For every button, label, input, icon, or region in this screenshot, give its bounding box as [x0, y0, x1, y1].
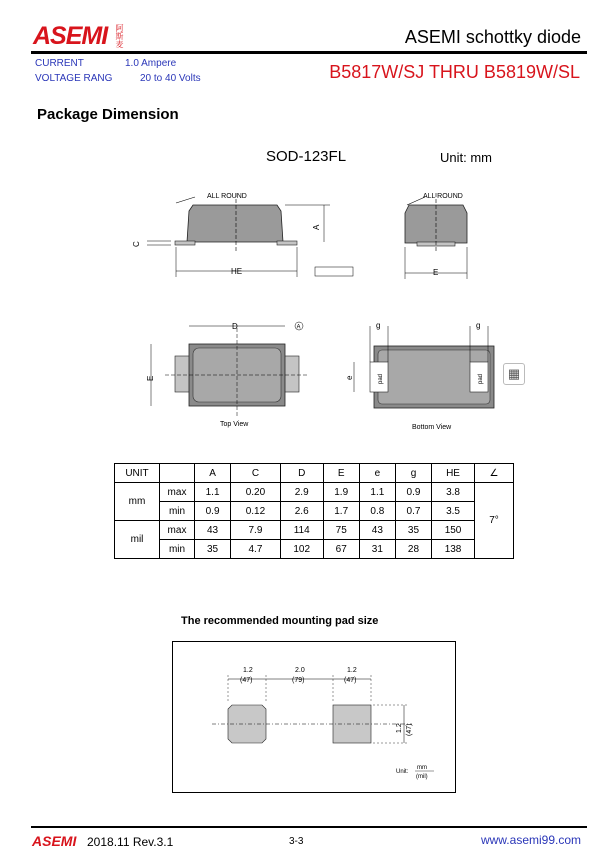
- value-cell: 102: [280, 540, 323, 559]
- header-rule: [31, 51, 587, 54]
- table-row: [115, 521, 514, 540]
- bottom-view-caption: Bottom View: [412, 424, 452, 431]
- package-name: SOD-123FL: [266, 148, 347, 165]
- kind-cell: max: [160, 521, 195, 540]
- table-header: A: [195, 464, 231, 483]
- dim-d-label: D: [232, 322, 238, 331]
- value-cell: 0.9: [195, 502, 231, 521]
- dim-g-label-left: g: [376, 321, 381, 330]
- datum-a-label: A: [296, 324, 301, 331]
- table-header: D: [280, 464, 323, 483]
- value-cell: 3.5: [432, 502, 475, 521]
- table-row: [115, 483, 514, 502]
- pad-label-left: pad: [378, 373, 384, 384]
- value-cell: 43: [359, 521, 395, 540]
- value-cell: 35: [395, 521, 431, 540]
- value-cell: 0.8: [359, 502, 395, 521]
- value-cell: 31: [359, 540, 395, 559]
- value-cell: 1.7: [323, 502, 359, 521]
- dim-e-label: E: [433, 268, 439, 277]
- table-header: [160, 464, 195, 483]
- table-header: e: [359, 464, 395, 483]
- table-header: HE: [432, 464, 475, 483]
- grid-icon[interactable]: ▦: [503, 363, 525, 385]
- table-row: [115, 502, 514, 521]
- pad-label-right: pad: [478, 373, 484, 384]
- value-cell: 114: [280, 521, 323, 540]
- pad-unit-num: mm: [417, 765, 427, 771]
- value-cell: 4.7: [231, 540, 281, 559]
- part-range-title: B5817W/SJ THRU B5819W/SL: [329, 62, 580, 82]
- footer-page-number: 3-3: [289, 836, 304, 847]
- value-cell: 1.9: [323, 483, 359, 502]
- value-cell: 2.6: [280, 502, 323, 521]
- value-cell: 0.9: [395, 483, 431, 502]
- top-view-caption: Top View: [220, 421, 249, 428]
- table-header-row: [115, 464, 514, 483]
- value-cell: 35: [195, 540, 231, 559]
- dim-e-small-label: e: [345, 375, 354, 380]
- pad-dim4-mil: (47): [406, 723, 413, 736]
- section-title: Package Dimension: [37, 106, 179, 123]
- dim-g-label-right: g: [476, 321, 481, 330]
- footer-logo: ASEMI: [32, 833, 77, 849]
- current-label: CURRENT: [35, 58, 84, 69]
- value-cell: 138: [432, 540, 475, 559]
- document-title: ASEMI schottky diode: [404, 27, 581, 47]
- value-cell: 67: [323, 540, 359, 559]
- value-cell: 1.1: [195, 483, 231, 502]
- value-cell: 1.1: [359, 483, 395, 502]
- table-header: ∠: [475, 464, 514, 483]
- table-header: E: [323, 464, 359, 483]
- pad-dim1-mm: 1.2: [243, 667, 253, 674]
- value-cell: 150: [432, 521, 475, 540]
- table-header: g: [395, 464, 431, 483]
- value-cell: 0.12: [231, 502, 281, 521]
- dimension-table: [114, 463, 514, 559]
- unit-cell: mil: [115, 521, 160, 559]
- dim-c-label: C: [132, 241, 141, 247]
- pad-unit-den: (mil): [416, 774, 428, 780]
- value-cell: 28: [395, 540, 431, 559]
- pad-dim3-mil: (47): [344, 677, 357, 684]
- table-header: C: [231, 464, 281, 483]
- value-cell: 7.9: [231, 521, 281, 540]
- pad-dim2-mil: (79): [292, 677, 305, 684]
- pad-dim3-mm: 1.2: [347, 667, 357, 674]
- pad-dim2-mm: 2.0: [295, 667, 305, 674]
- table-header: UNIT: [115, 464, 160, 483]
- kind-cell: min: [160, 502, 195, 521]
- angle-cell: 7°: [475, 483, 514, 559]
- value-cell: 0.20: [231, 483, 281, 502]
- value-cell: 43: [195, 521, 231, 540]
- kind-cell: max: [160, 483, 195, 502]
- all-round-label: ALL ROUND: [207, 193, 247, 200]
- dim-a-label: A: [312, 224, 321, 230]
- dim-he-label: HE: [231, 267, 243, 276]
- table-row: [115, 540, 514, 559]
- footer-revision: 2018.11 Rev.3.1: [87, 835, 174, 849]
- top-view-drawing: [145, 318, 320, 433]
- value-cell: 75: [323, 521, 359, 540]
- mounting-title: The recommended mounting pad size: [181, 615, 379, 627]
- kind-cell: min: [160, 540, 195, 559]
- all-round-label-end: ALL ROUND: [423, 193, 463, 200]
- pad-dim4-mm: 1.2: [396, 723, 403, 733]
- bottom-view-drawing: [340, 318, 530, 436]
- value-cell: 3.8: [432, 483, 475, 502]
- mounting-pad-drawing: [172, 641, 456, 793]
- pad-unit-label: Unit:: [396, 769, 409, 775]
- brand-logo: ASEMI: [33, 22, 108, 50]
- value-cell: 0.7: [395, 502, 431, 521]
- brand-logo-cn: 阿斯麦: [115, 24, 124, 48]
- dim-e-upper-label: E: [146, 375, 155, 381]
- pad-dim1-mil: (47): [240, 677, 253, 684]
- current-value: 1.0 Ampere: [125, 58, 177, 69]
- footer-url-link[interactable]: www.asemi99.com: [480, 833, 581, 847]
- side-view-drawing: [125, 185, 321, 285]
- value-cell: 2.9: [280, 483, 323, 502]
- voltage-label: VOLTAGE RANG: [35, 73, 113, 84]
- footer-rule: [31, 826, 587, 828]
- unit-label: Unit: mm: [440, 150, 492, 165]
- voltage-value: 20 to 40 Volts: [140, 73, 201, 84]
- end-view-drawing: [385, 185, 495, 285]
- unit-cell: mm: [115, 483, 160, 521]
